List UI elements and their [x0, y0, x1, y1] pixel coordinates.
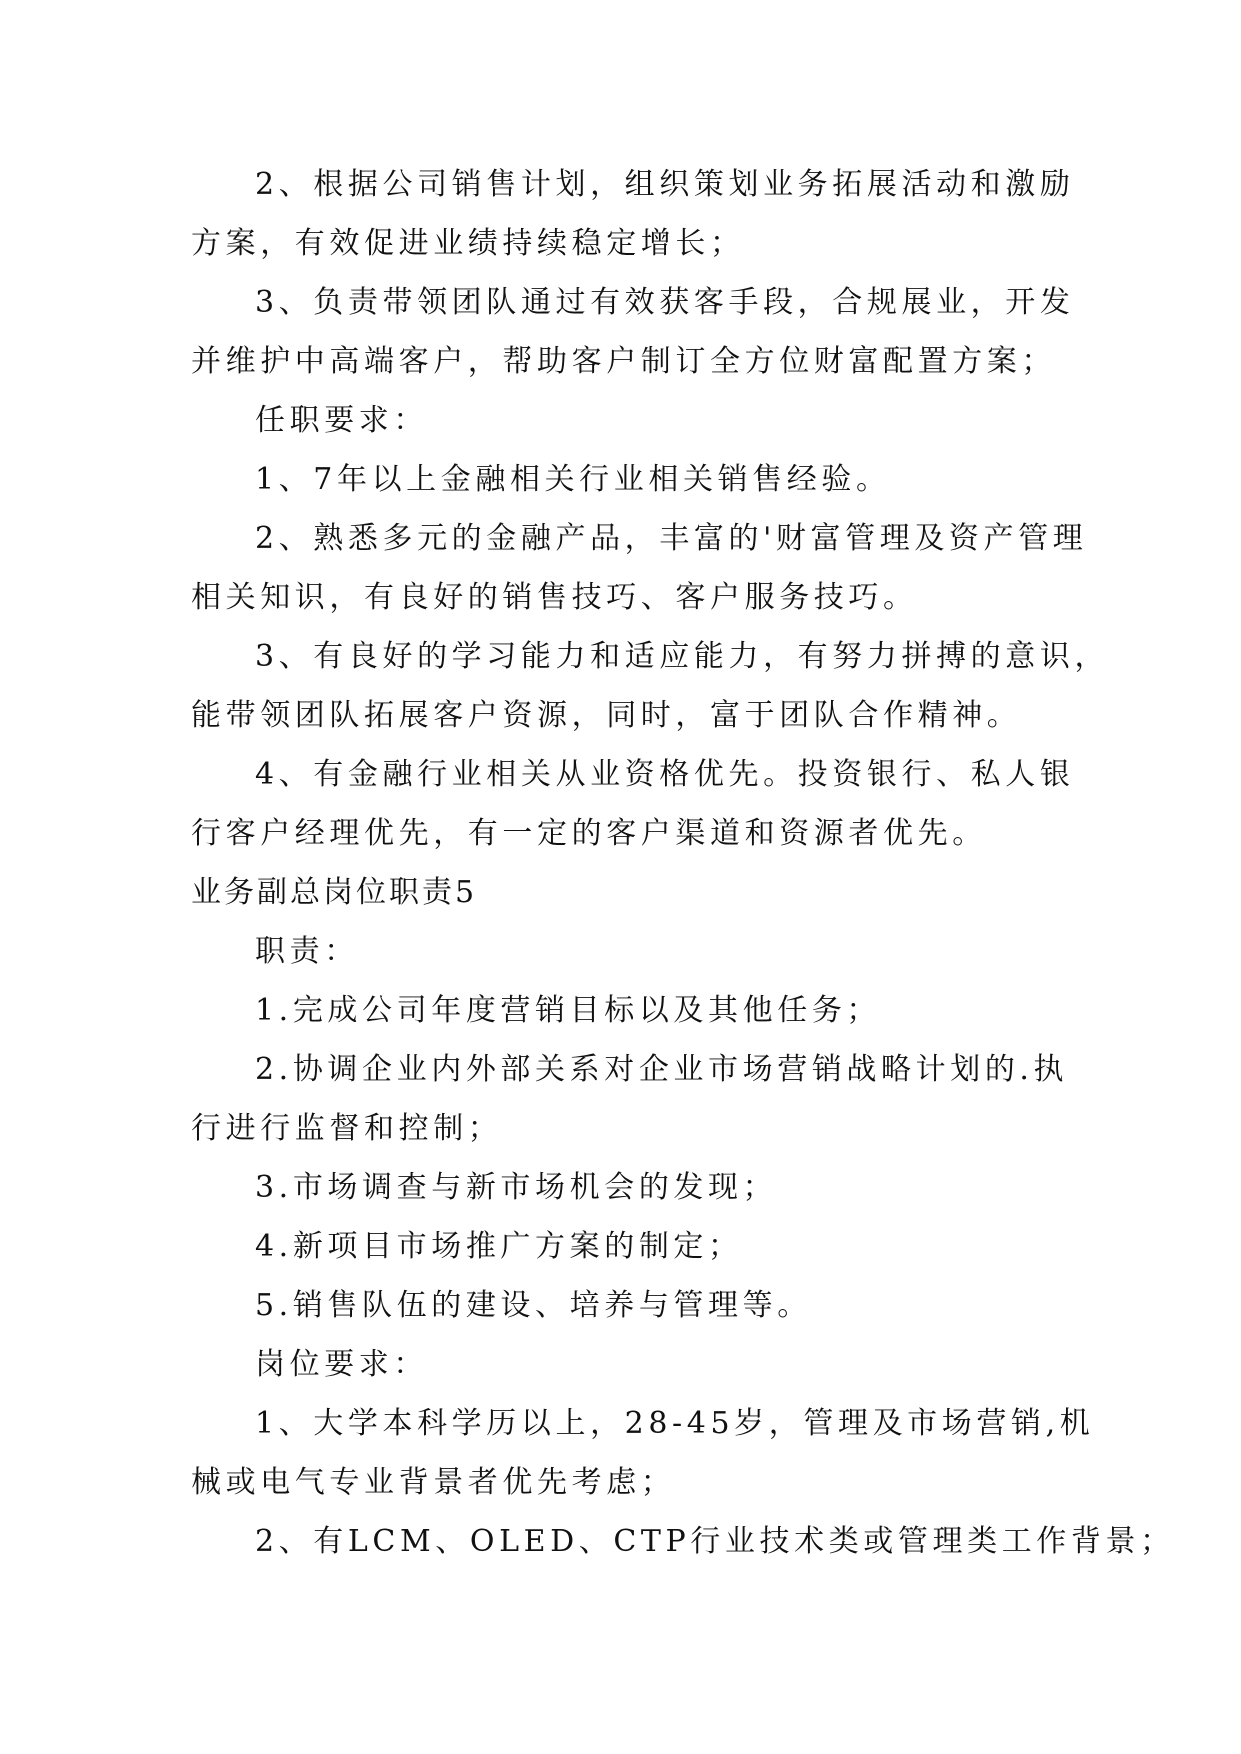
list-item: 4.新项目市场推广方案的制定；	[255, 1229, 743, 1264]
section-label: 职责：	[255, 934, 359, 969]
section-label: 岗位要求：	[255, 1347, 428, 1382]
paragraph-line: 能带领团队拓展客户资源，同时，富于团队合作精神。	[191, 698, 1022, 733]
list-item: 3.市场调查与新市场机会的发现；	[255, 1170, 778, 1205]
list-item: 2、熟悉多元的金融产品，丰富的'财富管理及资产管理	[255, 521, 1088, 556]
paragraph-line: 并维护中高端客户，帮助客户制订全方位财富配置方案；	[191, 344, 1056, 379]
list-item: 1、大学本科学历以上，28-45岁，管理及市场营销,机	[255, 1406, 1095, 1441]
section-label: 任职要求：	[255, 403, 428, 438]
list-item: 4、有金融行业相关从业资格优先。投资银行、私人银	[255, 757, 1075, 792]
list-item: 5.销售队伍的建设、培养与管理等。	[255, 1288, 812, 1323]
paragraph-line: 相关知识，有良好的销售技巧、客户服务技巧。	[191, 580, 918, 615]
paragraph-line: 械或电气专业背景者优先考虑；	[191, 1465, 676, 1500]
paragraph-line: 行进行监督和控制；	[191, 1111, 503, 1146]
list-item: 3、有良好的学习能力和适应能力，有努力拼搏的意识，	[255, 639, 1110, 674]
section-heading: 业务副总岗位职责5	[191, 875, 478, 910]
paragraph-line: 3、负责带领团队通过有效获客手段，合规展业，开发	[255, 285, 1075, 320]
list-item: 1.完成公司年度营销目标以及其他任务；	[255, 993, 882, 1028]
list-item: 2、有LCM、OLED、CTP行业技术类或管理类工作背景；	[255, 1524, 1175, 1559]
paragraph-line: 行客户经理优先，有一定的客户渠道和资源者优先。	[191, 816, 987, 851]
paragraph-line: 方案，有效促进业绩持续稳定增长；	[191, 226, 745, 261]
list-item: 2.协调企业内外部关系对企业市场营销战略计划的.执	[255, 1052, 1069, 1087]
paragraph-line: 2、根据公司销售计划，组织策划业务拓展活动和激励	[255, 167, 1075, 202]
list-item: 1、7年以上金融相关行业相关销售经验。	[255, 462, 891, 497]
